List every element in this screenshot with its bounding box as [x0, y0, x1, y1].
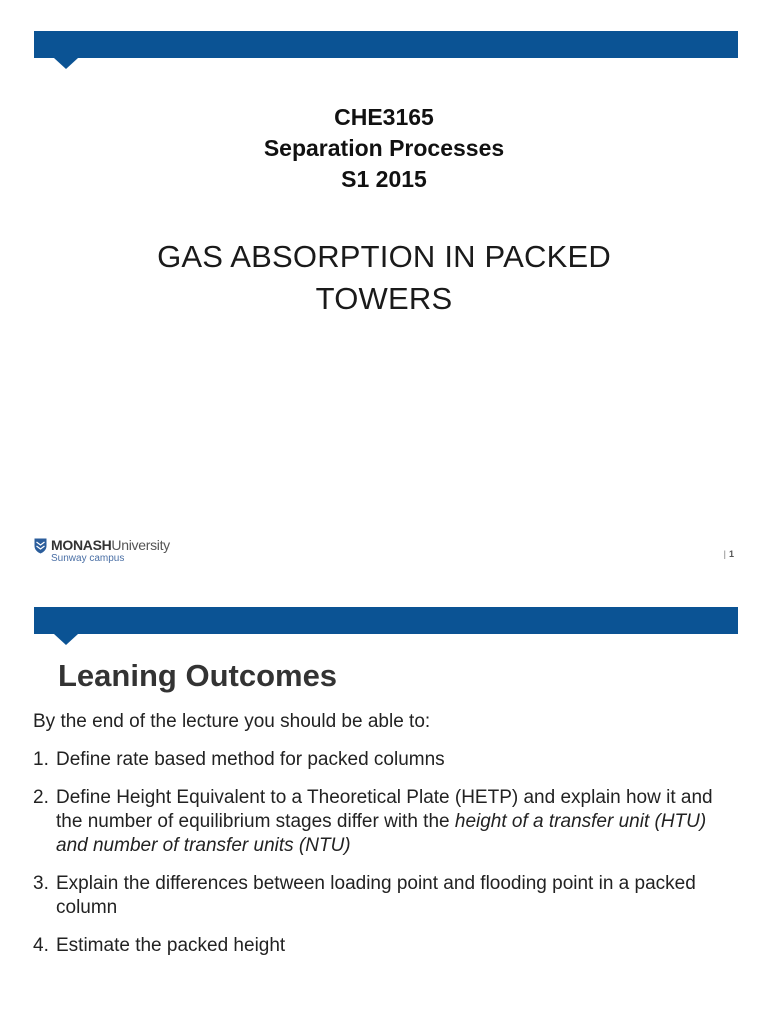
list-item-text: Explain the differences between loading point and flooding point in a packed column [56, 873, 696, 918]
logo-name [51, 537, 170, 554]
page-number-value: 1 [728, 549, 734, 559]
course-name: Separation Processes [263, 135, 505, 161]
list-item [33, 748, 723, 772]
slide-heading: Leaning Outcomes [58, 658, 338, 693]
banner-notch [54, 634, 78, 645]
lecture-title [0, 236, 768, 320]
list-item-text: Estimate the packed height [56, 935, 286, 956]
slide-learning-outcomes [0, 590, 768, 1024]
lecture-title-line-1: GAS ABSORPTION IN PACKED [157, 239, 611, 274]
page-number [724, 549, 734, 559]
header-banner [34, 31, 738, 58]
list-item-number: 1. [33, 749, 49, 770]
header-banner [34, 607, 738, 634]
list-item [33, 872, 723, 920]
university-logo [34, 537, 194, 567]
course-code: CHE3165 [334, 104, 434, 130]
list-item [33, 786, 723, 858]
course-info [0, 102, 768, 195]
list-item [33, 934, 723, 958]
list-item-text: Define rate based method for packed columns [56, 749, 445, 770]
intro-text: By the end of the lecture you should be able to: [33, 711, 431, 732]
list-item-number: 3. [33, 873, 49, 894]
list-item-italic-text: height of a transfer unit (HTU) and number of transfer units (NTU) [56, 811, 707, 856]
lecture-title-line-2: TOWERS [315, 281, 453, 316]
logo-campus: Sunway campus [51, 553, 125, 564]
list-item-number: 2. [33, 787, 49, 808]
logo-name-bold: MONASH [51, 537, 112, 553]
page-separator: | [723, 549, 726, 559]
shield-icon [34, 538, 47, 554]
banner-notch [54, 58, 78, 69]
semester: S1 2015 [341, 166, 427, 192]
outcomes-list [33, 748, 723, 972]
logo-name-regular: University [111, 537, 170, 553]
list-item-number: 4. [33, 935, 49, 956]
list-item-text: Define Height Equivalent to a Theoretical Plate (HETP) and explain how it and the number of equilibrium stages differ with the [56, 787, 713, 832]
